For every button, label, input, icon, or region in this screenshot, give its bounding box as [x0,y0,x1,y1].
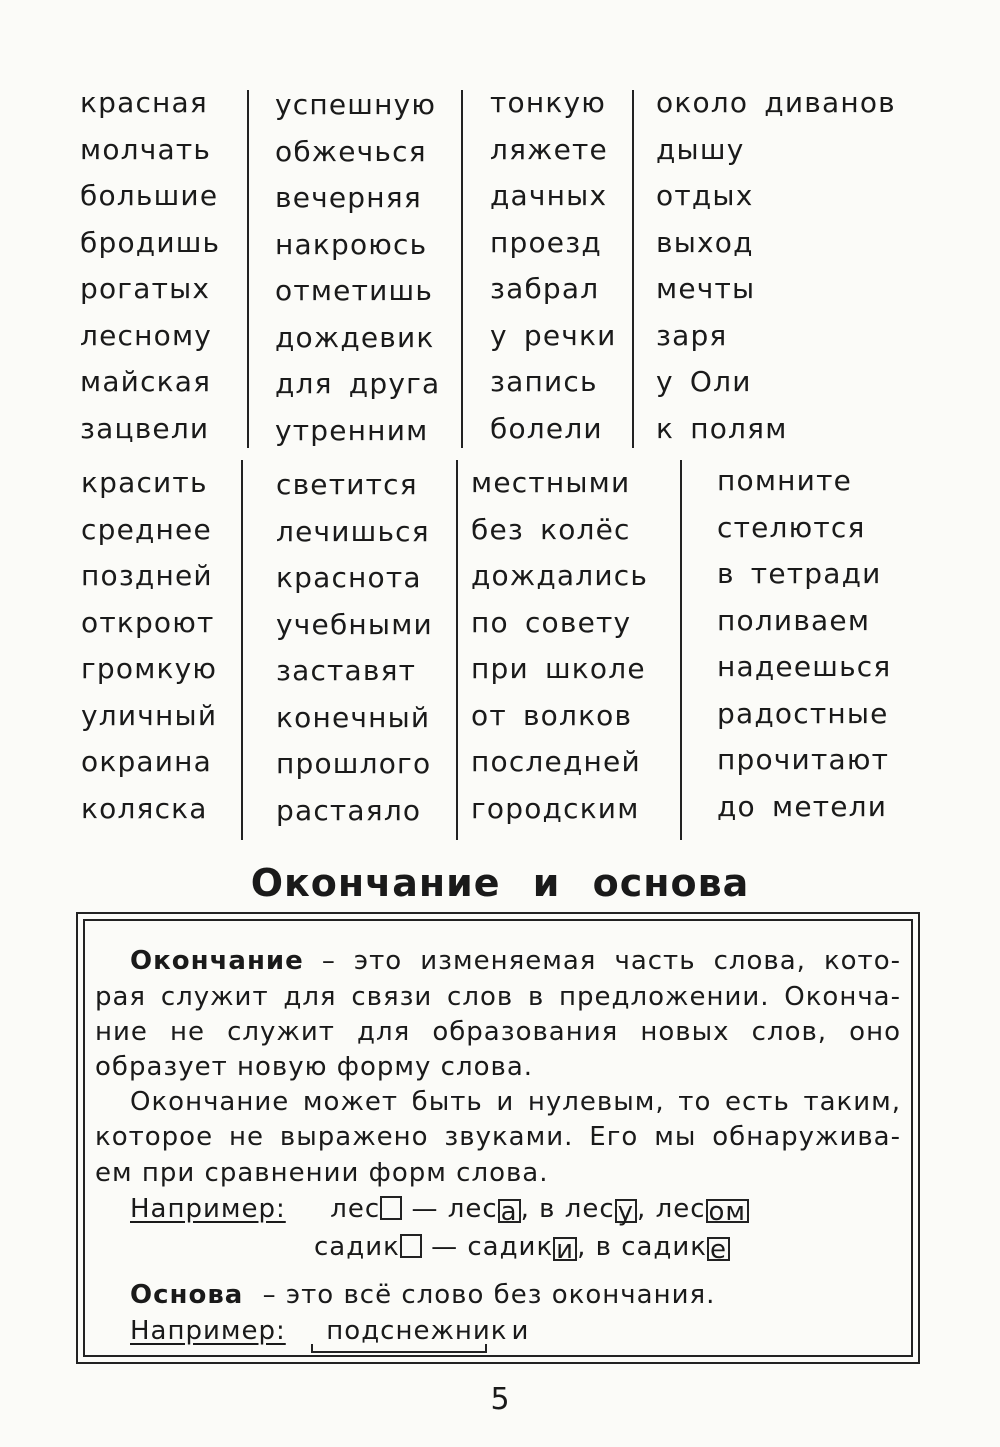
word: в тетради [717,557,882,590]
word: тонкую [490,86,607,119]
rule-line-3: ние не служит для образования новых слов, оно [95,1017,901,1047]
word: зацвели [80,412,210,445]
word: лечишься [276,515,430,548]
word: к полям [656,412,788,445]
word: дачных [490,179,608,212]
separator: , в [577,1232,622,1262]
word: уличный [81,699,218,732]
word-ending: и [511,1316,530,1346]
word: краснота [276,561,422,594]
column-divider [456,460,458,840]
word: успешную [275,88,437,121]
word: красить [81,466,208,499]
ending-box [400,1234,422,1258]
example-label: Например: [130,1194,286,1224]
word: дождались [471,559,649,592]
word: выход [656,226,754,259]
word: красная [80,86,208,119]
rule-text: – это всё слово без окончания. [253,1280,716,1310]
word: отметишь [275,274,434,307]
rule-line-7: ем при сравнении форм слова. [95,1158,549,1188]
word: вечерняя [275,181,422,214]
rule-line-4: образует новую форму слова. [95,1052,534,1082]
word: заря [656,319,728,352]
word: прошлого [276,747,432,780]
ending-box: ом [706,1199,750,1223]
rule-line-5: Окончание может быть и нулевым, то есть таким, [130,1087,901,1117]
word: конечный [276,701,431,734]
word: среднее [81,513,212,546]
stem-bracket-icon [310,1342,490,1356]
word: последней [471,745,641,778]
word: майская [80,365,212,398]
ending-box: и [553,1237,577,1261]
word: мечты [656,272,756,305]
word: проезд [490,226,602,259]
word: заставят [276,654,417,687]
word: накроюсь [275,228,428,261]
word: около диванов [656,86,896,119]
word: отдых [656,179,754,212]
word: прочитают [717,743,890,776]
word-stem: садик [467,1232,554,1262]
dash: — [431,1232,459,1262]
word: бродишь [80,226,221,259]
ending-box [380,1196,402,1220]
column-divider [241,460,243,840]
word: по совету [471,606,632,639]
word-stem: лес [655,1194,706,1224]
word: откроют [81,606,215,639]
example-label: Например: [130,1316,286,1346]
word: лесному [80,319,213,352]
word: окраина [81,745,213,778]
term-stem: Основа [130,1280,244,1310]
word: поздней [81,559,213,592]
example-line-2 [314,1230,814,1264]
word-stem: лес [447,1194,498,1224]
rule-text: – это изменяемая часть слова, кото- [303,946,901,976]
word: обжечься [275,135,427,168]
word: большие [80,179,219,212]
word-stem: подснежник [326,1316,508,1346]
rule-line-1 [130,944,901,978]
word: без колёс [471,513,631,546]
rule-line-8 [130,1278,830,1312]
separator: , в [520,1194,565,1224]
word: громкую [81,652,218,685]
word-stem: садик [621,1232,707,1262]
word-stem: лес [564,1194,615,1224]
word: надеешься [717,650,892,683]
word: городским [471,792,640,825]
word-stem: садик [314,1232,400,1262]
word: учебными [276,608,433,641]
word: светится [276,468,418,501]
column-divider [461,90,463,448]
column-divider [632,90,634,448]
rule-line-2: рая служит для связи слов в предложении. Оконча- [95,982,901,1012]
word: дождевик [275,321,435,354]
word: до метели [717,790,888,823]
word: у Оли [656,365,752,398]
word: для друга [275,367,441,400]
dash: — [411,1194,439,1224]
separator: , [637,1194,656,1224]
word: рогатых [80,272,211,305]
word: забрал [490,272,600,305]
rule-line-6: которое не выражено звуками. Его мы обнаружива- [95,1122,901,1152]
section-title: Окончание и основа [250,861,750,905]
column-divider [247,90,249,448]
word: от волков [471,699,633,732]
ending-box: е [707,1237,730,1261]
word: молчать [80,133,212,166]
word: болели [490,412,603,445]
example-line-1 [130,1192,830,1226]
word: дышу [656,133,745,166]
word: утренним [275,414,429,447]
word: при школе [471,652,646,685]
word: растаяло [276,794,422,827]
word: радостные [717,697,889,730]
ending-box: у [615,1199,637,1223]
ending-box: а [498,1199,521,1223]
word: поливаем [717,604,871,637]
word: коляска [81,792,208,825]
word: местными [471,466,631,499]
word-stem: лес [330,1194,381,1224]
word: стелются [717,511,866,544]
word: у речки [490,319,617,352]
column-divider [680,460,682,840]
word: запись [490,365,598,398]
term-ending: Окончание [130,946,304,976]
word: ляжете [490,133,608,166]
word: помните [717,464,853,497]
page-number: 5 [490,1382,510,1417]
